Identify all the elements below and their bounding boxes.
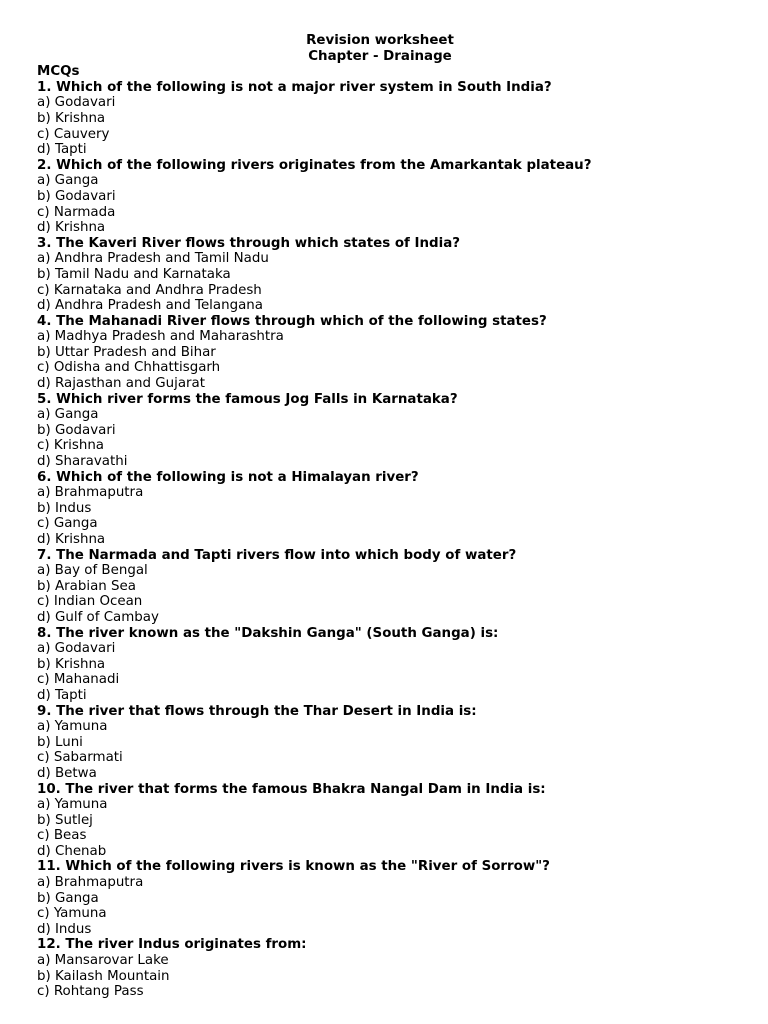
answer-option: d) Sharavathi (37, 454, 128, 470)
question-block (37, 80, 737, 158)
question-text: 5. Which river forms the famous Jog Falls in Karnataka? (37, 391, 458, 407)
answer-option: b) Indus (37, 500, 92, 516)
question-text: 4. The Mahanadi River flows through which of the following states? (37, 313, 547, 329)
answer-option: d) Tapti (37, 142, 87, 158)
answer-option: c) Rohtang Pass (37, 984, 144, 1000)
answer-option: b) Tamil Nadu and Karnataka (37, 266, 231, 282)
question-block (37, 392, 737, 470)
answer-option: d) Tapti (37, 687, 87, 703)
question-block (37, 704, 737, 782)
answer-option: d) Indus (37, 921, 92, 937)
answer-option: a) Ganga (37, 173, 99, 189)
question-text: 8. The river known as the "Dakshin Ganga" (South Ganga) is: (37, 625, 499, 641)
question-block (37, 470, 737, 548)
question-text: 12. The river Indus originates from: (37, 937, 307, 953)
question-block (37, 782, 737, 860)
answer-option: c) Sabarmati (37, 750, 123, 766)
answer-option: a) Ganga (37, 407, 99, 423)
answer-option: a) Brahmaputra (37, 485, 144, 501)
question-text: 9. The river that flows through the Thar Desert in India is: (37, 703, 477, 719)
answer-option: d) Krishna (37, 220, 106, 236)
answer-option: a) Godavari (37, 641, 116, 657)
answer-option: b) Sutlej (37, 812, 93, 828)
question-block (37, 158, 737, 236)
answer-option: d) Rajasthan and Gujarat (37, 376, 205, 392)
question-text: 2. Which of the following rivers originates from the Amarkantak plateau? (37, 157, 592, 173)
answer-option: c) Ganga (37, 516, 98, 532)
question-block (37, 548, 737, 626)
answer-option: a) Bay of Bengal (37, 563, 148, 579)
answer-option: a) Andhra Pradesh and Tamil Nadu (37, 251, 269, 267)
question-block (37, 859, 737, 937)
answer-option: a) Yamuna (37, 719, 108, 735)
answer-option: c) Beas (37, 828, 87, 844)
answer-option: b) Krishna (37, 110, 106, 126)
answer-option: b) Luni (37, 734, 83, 750)
chapter-title: Chapter - Drainage (308, 48, 452, 64)
answer-option: a) Madhya Pradesh and Maharashtra (37, 329, 284, 345)
answer-option: b) Godavari (37, 188, 116, 204)
answer-option: c) Odisha and Chhattisgarh (37, 360, 221, 376)
answer-option: d) Gulf of Cambay (37, 609, 159, 625)
answer-option: c) Narmada (37, 204, 116, 220)
answer-option: c) Mahanadi (37, 672, 120, 688)
question-text: 6. Which of the following is not a Himalayan river? (37, 469, 419, 485)
question-text: 1. Which of the following is not a major river system in South India? (37, 79, 552, 95)
worksheet-title: Revision worksheet (306, 33, 454, 48)
question-block (37, 937, 737, 999)
question-text: 10. The river that forms the famous Bhakra Nangal Dam in India is: (37, 781, 546, 797)
question-text: 3. The Kaveri River flows through which states of India? (37, 235, 461, 251)
question-block (37, 626, 737, 704)
answer-option: b) Godavari (37, 422, 116, 438)
answer-option: d) Krishna (37, 532, 106, 547)
answer-option: a) Godavari (37, 95, 116, 111)
answer-option: c) Cauvery (37, 126, 110, 142)
question-block (37, 236, 737, 314)
answer-option: c) Yamuna (37, 906, 107, 922)
question-text: 11. Which of the following rivers is known as the "River of Sorrow"? (37, 859, 550, 875)
answer-option: d) Chenab (37, 843, 107, 859)
answer-option: a) Brahmaputra (37, 875, 144, 891)
answer-option: b) Uttar Pradesh and Bihar (37, 344, 216, 360)
answer-option: b) Ganga (37, 890, 99, 906)
answer-option: b) Arabian Sea (37, 578, 136, 594)
answer-option: a) Yamuna (37, 797, 108, 813)
section-heading: MCQs (37, 64, 80, 80)
answer-option: b) Krishna (37, 656, 106, 672)
answer-option: d) Andhra Pradesh and Telangana (37, 298, 263, 314)
answer-option: a) Mansarovar Lake (37, 953, 169, 969)
question-list (37, 80, 737, 1000)
answer-option: c) Krishna (37, 438, 105, 454)
answer-option: d) Betwa (37, 765, 97, 781)
worksheet-page (37, 33, 737, 1000)
answer-option: b) Kailash Mountain (37, 968, 170, 984)
answer-option: c) Indian Ocean (37, 594, 143, 610)
question-text: 7. The Narmada and Tapti rivers flow into which body of water? (37, 547, 517, 563)
question-block (37, 314, 737, 392)
answer-option: c) Karnataka and Andhra Pradesh (37, 282, 262, 298)
